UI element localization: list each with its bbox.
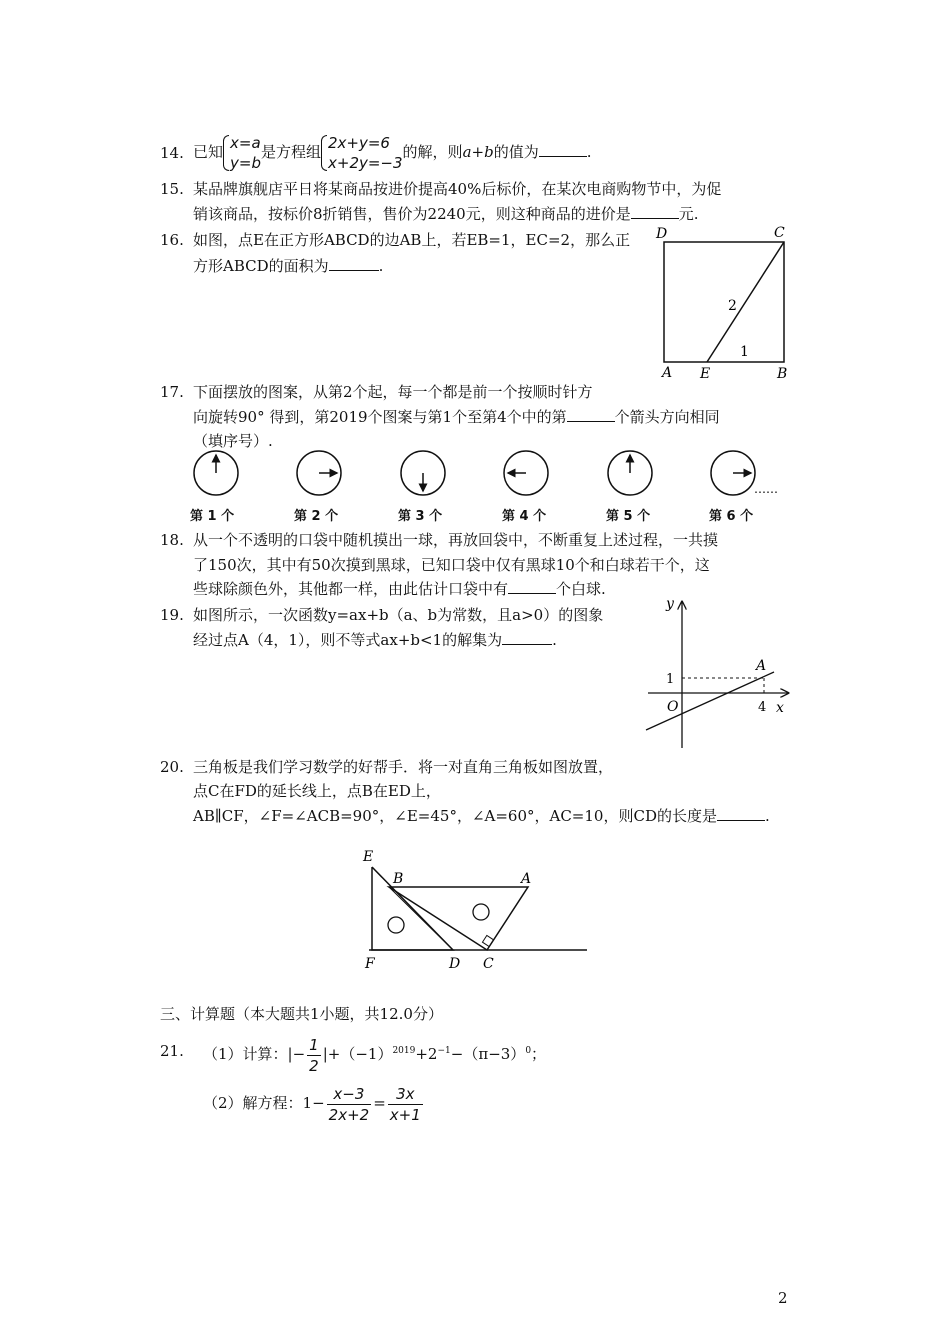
q14-end: .: [586, 143, 592, 161]
q21-p2-label: （2）解方程：1−: [203, 1094, 325, 1112]
q21-p1-mid: +2: [415, 1045, 438, 1063]
caption-5: 第 5 个: [606, 509, 651, 524]
q21-p2-f2-den: x+1: [389, 1105, 421, 1124]
q17-line2a: 向旋转90° 得到，第2019个图案与第1个至第4个中的第: [193, 408, 567, 426]
q19-line2: [193, 629, 557, 651]
q21-p1-end: ；: [531, 1045, 547, 1063]
q21-p2-equals: =: [373, 1094, 386, 1112]
caption-1: 第 1 个: [190, 509, 235, 524]
label-e: E: [363, 849, 374, 865]
q18-line3b: 个白球.: [556, 580, 606, 598]
q18-answer-blank[interactable]: [508, 579, 556, 594]
q21-p2-f1-den: 2x+2: [328, 1105, 370, 1124]
q17-line1: 下面摆放的图案，从第2个起，每一个都是前一个按顺时针方: [193, 383, 593, 401]
q20-triangles-figure: [355, 845, 595, 975]
caption-2: 第 2 个: [294, 509, 339, 524]
q21-p1-exp-neg1: −1: [437, 1046, 451, 1056]
q15-line2-text: 销该商品，按标价8折销售，售价为2240元，则这种商品的进价是: [193, 205, 631, 223]
q21-part2: [203, 1080, 425, 1126]
arrow-figure-5: [608, 451, 652, 495]
q20-line1: 三角板是我们学习数学的好帮手．将一对直角三角板如图放置，: [193, 758, 614, 776]
q20-line3a: AB∥CF，∠F=∠ACB=90°，∠E=45°，∠A=60°，AC=10，则CD的长度是: [193, 807, 717, 825]
label-d: D: [449, 956, 461, 972]
q17-line3: （填序号）.: [193, 432, 273, 450]
q21-p1-abs-left: |−: [287, 1045, 306, 1063]
q19-number: 19.: [160, 606, 184, 624]
arrow-figure-4: [504, 451, 548, 495]
arrow-figure-3: [401, 451, 445, 495]
q21-number: 21.: [160, 1042, 184, 1060]
q20-end: .: [764, 807, 770, 825]
q19-line1: 如图所示，一次函数y=ax+b（a、b为常数，且a>0）的图象: [193, 606, 604, 624]
q19-graph-figure: [640, 592, 800, 752]
page-number: 2: [778, 1289, 788, 1307]
arrow-figure-6: [711, 451, 755, 495]
section-heading: 三、计算题（本大题共1小题，共12.0分）: [160, 1005, 443, 1023]
hole-right: [473, 904, 489, 920]
axis-label-y: y: [666, 596, 674, 612]
label-ec-length: 2: [728, 298, 737, 314]
q21-p2-f2-num: 3x: [388, 1084, 423, 1105]
q15-number: 15.: [160, 180, 184, 198]
q15-line2: [193, 203, 699, 225]
q15-line1: 某品牌旗舰店平日将某商品按进价提高40%后标价，在某次电商购物节中，为促: [193, 180, 722, 198]
q20-line3: [193, 805, 770, 827]
q16-line1: 如图，点E在正方形ABCD的边AB上，若EB=1，EC=2，那么正: [193, 231, 631, 249]
q19-end: .: [552, 631, 557, 649]
hole-left: [388, 917, 404, 933]
label-b: B: [393, 871, 404, 887]
q16-end: .: [378, 257, 384, 275]
label-c: C: [483, 956, 494, 972]
q14-answer-blank[interactable]: [539, 142, 587, 157]
q21-p1-label: （1）计算：: [203, 1045, 288, 1063]
q14-system-1: [223, 133, 261, 173]
q16-line2: [193, 255, 383, 277]
tick-label-1: 1: [666, 672, 675, 687]
q18-line3a: 些球除颜色外，其他都一样，由此估计口袋中有: [193, 580, 509, 598]
q18-line3: [193, 578, 606, 600]
axis-label-x: x: [776, 700, 784, 716]
q14-text: [193, 126, 591, 178]
label-f: F: [365, 956, 375, 972]
q14-number: 14.: [160, 144, 184, 162]
q16-line2-text: 方形ABCD的面积为: [193, 257, 329, 275]
label-b: B: [777, 366, 788, 382]
q21-p1-exp-0: 0: [525, 1046, 532, 1056]
label-c: C: [774, 225, 785, 241]
q14-sys2-line2: x+2y=−3: [328, 154, 403, 172]
q21-p1-abs-right: |+（−1）: [322, 1045, 393, 1063]
right-angle-mark: [482, 935, 493, 946]
q17-line2: [193, 406, 720, 428]
q14-post1: 的解，则: [402, 143, 463, 161]
q18-line2: 了150次，其中有50次摸到黑球，已知口袋中仅有黑球10个和白球若干个，这: [193, 556, 710, 574]
q15-end: 元.: [678, 205, 699, 223]
q21-p1-exp-2019: 2019: [392, 1046, 416, 1056]
q16-square-figure: [650, 222, 800, 382]
arrow-figure-1: [194, 451, 238, 495]
q18-line1: 从一个不透明的口袋中随机摸出一球，再放回袋中，不断重复上述过程，一共摸: [193, 531, 719, 549]
label-eb-length: 1: [740, 344, 749, 360]
q14-expr: a+b: [462, 143, 494, 161]
label-origin: O: [667, 699, 679, 715]
q16-number: 16.: [160, 231, 184, 249]
q14-post2: 的值为: [493, 143, 539, 161]
caption-3: 第 3 个: [398, 509, 443, 524]
q17-arrow-figures: [188, 447, 788, 503]
tick-label-4: 4: [758, 700, 767, 715]
label-e: E: [700, 366, 711, 382]
q14-pre: 已知: [193, 143, 224, 161]
q19-line2a: 经过点A（4，1），则不等式ax+b<1的解集为: [193, 631, 503, 649]
label-d: D: [656, 226, 668, 242]
q16-answer-blank[interactable]: [329, 256, 379, 271]
q17-answer-blank[interactable]: [567, 407, 615, 422]
label-a: A: [662, 365, 673, 381]
q21-p2-fraction-2: [388, 1084, 423, 1125]
q21-p1-tail: −（π−3）: [450, 1045, 526, 1063]
q21-p1-frac-den: 2: [309, 1056, 319, 1075]
caption-6: 第 6 个: [709, 509, 754, 524]
q14-sys2-line1: 2x+y=6: [328, 134, 390, 152]
q21-p1-fraction: [307, 1035, 321, 1076]
q17-line2b: 个箭头方向相同: [614, 408, 720, 426]
q19-answer-blank[interactable]: [502, 630, 552, 645]
q14-system-2: [321, 133, 403, 173]
q18-number: 18.: [160, 531, 184, 549]
square-abcd: [664, 242, 784, 362]
triangle-bac: [389, 887, 528, 950]
arrow-figure-2: [297, 451, 341, 495]
label-point-a: A: [756, 658, 767, 674]
q15-answer-blank[interactable]: [631, 204, 679, 219]
q14-sys1-line2: y=b: [230, 154, 261, 172]
label-a: A: [521, 871, 532, 887]
q21-part1: [203, 1028, 546, 1077]
q20-line2: 点C在FD的延长线上，点B在ED上，: [193, 782, 441, 800]
q21-p1-frac-num: 1: [309, 1035, 319, 1054]
caption-4: 第 4 个: [502, 509, 547, 524]
q14-mid: 是方程组: [260, 143, 321, 161]
segment-bd: [389, 887, 453, 950]
q21-p2-fraction-1: [327, 1084, 372, 1125]
q21-p2-f1-num: x−3: [327, 1084, 372, 1105]
q20-number: 20.: [160, 758, 184, 776]
q17-number: 17.: [160, 383, 184, 401]
figure-ellipsis: ……: [754, 482, 778, 496]
q20-answer-blank[interactable]: [717, 806, 765, 821]
q14-sys1-line1: x=a: [230, 134, 261, 152]
